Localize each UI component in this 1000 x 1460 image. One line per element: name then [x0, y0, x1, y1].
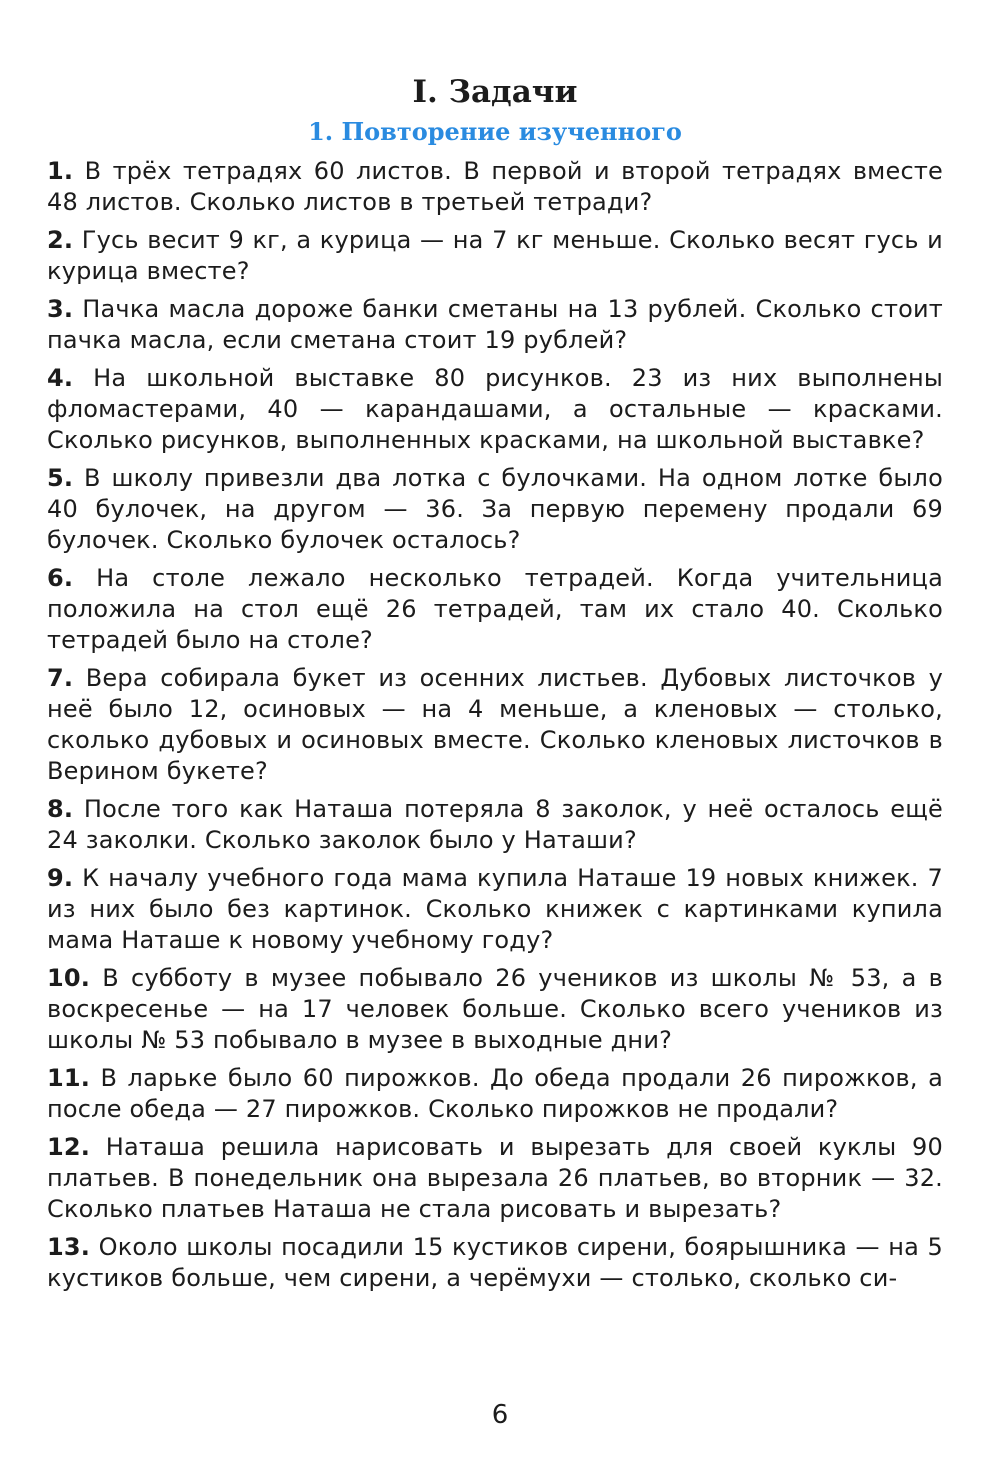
problem-text: На столе лежало несколько тетрадей. Когда учительница положила на стол ещё 26 тетрадей, там их стало 40. Сколько тетрадей было на столе?: [47, 564, 943, 654]
problem-text: После того как Наташа потеряла 8 заколок, у неё осталось ещё 24 заколки. Сколько заколок было у Наташи?: [47, 795, 943, 854]
problem-5: [47, 463, 943, 556]
problem-2: [47, 225, 943, 287]
problem-number: 7.: [47, 664, 74, 692]
problem-text: К началу учебного года мама купила Наташе 19 новых книжек. 7 из них было без картинок. Сколько книжек с картинками купила мама Наташе к новому учебному году?: [47, 864, 943, 954]
problem-12: [47, 1132, 943, 1225]
problem-text: Около школы посадили 15 кустиков сирени, боярышника — на 5 кустиков больше, чем сирени, а черёмухи — столько, сколько си-: [47, 1233, 943, 1292]
problem-text: Наташа решила нарисовать и вырезать для своей куклы 90 платьев. В понедельник она вырезала 26 платьев, во вторник — 32. Сколько платьев Наташа не стала рисовать и вырезать?: [47, 1133, 943, 1223]
problem-number: 4.: [47, 364, 74, 392]
problem-number: 12.: [47, 1133, 91, 1161]
problem-3: [47, 294, 943, 356]
problem-number: 13.: [47, 1233, 91, 1261]
problem-number: 3.: [47, 295, 74, 323]
problem-text: В школу привезли два лотка с булочками. На одном лотке было 40 булочек, на другом — 36. За первую перемену продали 69 булочек. Сколько булочек осталось?: [47, 464, 943, 554]
chapter-title: I. Задачи: [412, 74, 578, 110]
problem-text: В субботу в музее побывало 26 учеников из школы № 53, а в воскресенье — на 17 человек больше. Сколько всего учеников из школы № 53 побывало в музее в выходные дни?: [47, 964, 943, 1054]
problem-number: 11.: [47, 1064, 91, 1092]
problem-8: [47, 794, 943, 856]
problem-text: Вера собирала букет из осенних листьев. Дубовых листочков у неё было 12, осиновых — на 4 меньше, а кленовых — столько, сколько дубовых и осиновых вместе. Сколько кленовых листочков в Верином букете?: [47, 664, 943, 785]
problem-number: 5.: [47, 464, 74, 492]
problem-number: 9.: [47, 864, 74, 892]
problem-7: [47, 663, 943, 787]
page-number: 6: [491, 1400, 509, 1430]
problem-13: [47, 1232, 943, 1294]
problem-number: 6.: [47, 564, 74, 592]
problem-text: Гусь весит 9 кг, а курица — на 7 кг меньше. Сколько весят гусь и курица вместе?: [47, 226, 943, 285]
problem-11: [47, 1063, 943, 1125]
section-title: 1. Повторение изученного: [308, 117, 682, 146]
problem-text: Пачка масла дороже банки сметаны на 13 рублей. Сколько стоит пачка масла, если сметана стоит 19 рублей?: [47, 295, 943, 354]
problem-number: 2.: [47, 226, 74, 254]
problem-text: В трёх тетрадях 60 листов. В первой и второй тетрадях вместе 48 листов. Сколько листов в третьей тетради?: [47, 157, 943, 216]
problem-1: [47, 156, 943, 218]
problem-6: [47, 563, 943, 656]
textbook-page: [47, 72, 943, 1301]
problem-4: [47, 363, 943, 456]
problem-text: На школьной выставке 80 рисунков. 23 из них выполнены фломастерами, 40 — карандашами, а остальные — красками. Сколько рисунков, выполненных красками, на школьной выставке?: [47, 364, 943, 454]
problem-list: [47, 156, 943, 1294]
problem-number: 8.: [47, 795, 74, 823]
problem-9: [47, 863, 943, 956]
problem-number: 1.: [47, 157, 74, 185]
problem-10: [47, 963, 943, 1056]
problem-text: В ларьке было 60 пирожков. До обеда продали 26 пирожков, а после обеда — 27 пирожков. Сколько пирожков не продали?: [47, 1064, 943, 1123]
problem-number: 10.: [47, 964, 91, 992]
